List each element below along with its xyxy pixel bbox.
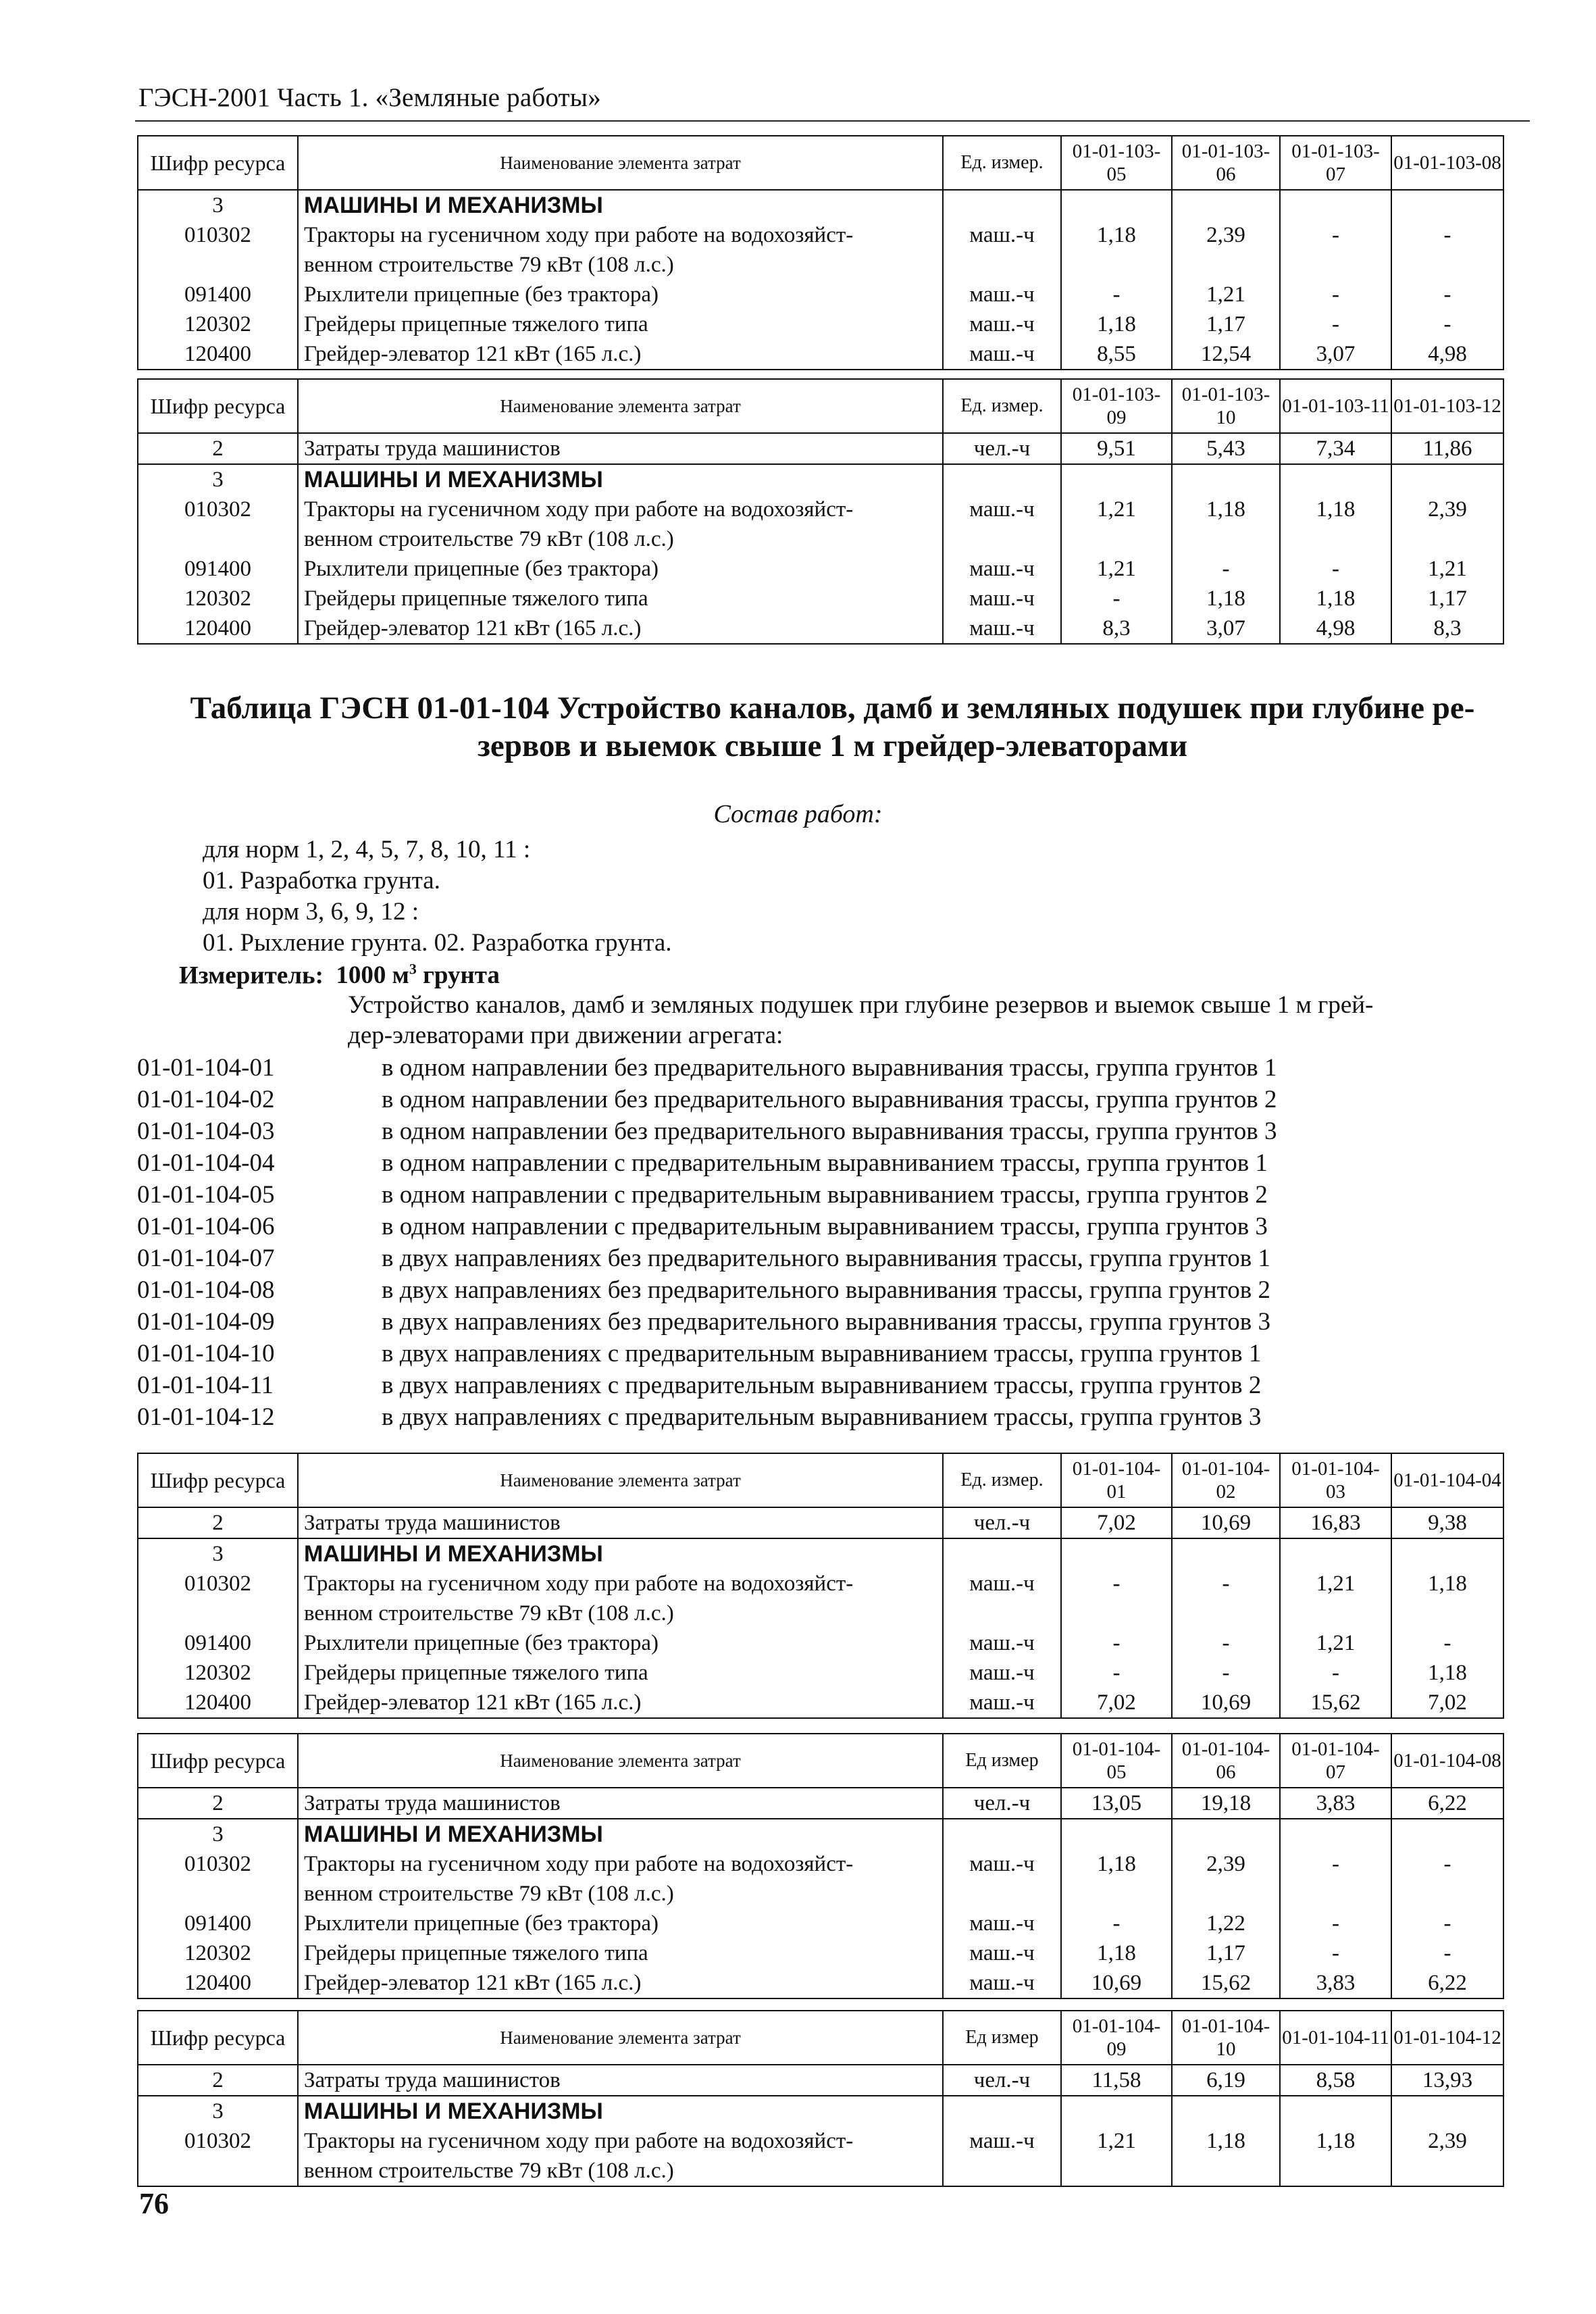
cell-value: 1,18 xyxy=(1280,495,1391,554)
norm-code: 01-01-104-02 xyxy=(137,1086,275,1113)
cell-value: 1,21 xyxy=(1061,554,1172,584)
cell-value: - xyxy=(1172,1658,1280,1688)
table-row xyxy=(138,339,1503,370)
cell-value: 6,19 xyxy=(1172,2065,1280,2096)
table-row xyxy=(138,1819,1503,1849)
cell-value: 1,21 xyxy=(1061,2126,1172,2186)
cell-value: - xyxy=(1061,1569,1172,1628)
table-row xyxy=(138,220,1503,280)
resource-unit: маш.-ч xyxy=(943,1909,1061,1938)
running-header: ГЭСН-2001 Часть 1. «Земляные работы» xyxy=(138,83,601,112)
norm-code: 01-01-104-06 xyxy=(137,1213,275,1240)
cell-value: 11,86 xyxy=(1391,433,1503,464)
resource-name: МАШИНЫ И МЕХАНИЗМЫ xyxy=(298,1538,943,1569)
list-item xyxy=(137,1211,1277,1242)
header-norm: 01-01-103-10 xyxy=(1172,379,1280,433)
resource-code: 2 xyxy=(138,433,298,464)
norm-code: 01-01-104-01 xyxy=(137,1054,275,1082)
norm-text: в одном направлении без предварительного выравнивания трассы, группа грунтов 3 xyxy=(382,1117,1277,1145)
cell-value: - xyxy=(1391,1628,1503,1658)
resource-code: 3 xyxy=(138,190,298,220)
norm-code: 01-01-104-10 xyxy=(137,1340,275,1367)
list-item xyxy=(137,1338,1277,1369)
header-norm: 01-01-104-06 xyxy=(1172,1734,1280,1788)
cell-value: 7,34 xyxy=(1280,433,1391,464)
cell-value: - xyxy=(1280,1909,1391,1938)
resource-code: 3 xyxy=(138,1819,298,1849)
cell-value: 1,18 xyxy=(1172,584,1280,613)
work-description: Устройство каналов, дамб и земляных подушек при глубине резервов и выемок свыше 1 м грей- дер-элеваторами при движении агрегата: xyxy=(348,991,1374,1049)
table-row xyxy=(138,2096,1503,2126)
table-row xyxy=(138,1938,1503,1968)
cell-value: 13,05 xyxy=(1061,1788,1172,1819)
header-name: Наименование элемента затрат xyxy=(298,136,943,190)
cell-value: - xyxy=(1280,280,1391,309)
list-item xyxy=(137,1147,1277,1179)
list-item xyxy=(137,1115,1277,1147)
cell-value: - xyxy=(1172,554,1280,584)
resource-code: 120302 xyxy=(138,1658,298,1688)
header-unit: Ед измер xyxy=(943,2011,1061,2065)
cell-value: - xyxy=(1172,1569,1280,1628)
resource-unit: маш.-ч xyxy=(943,584,1061,613)
resource-unit: маш.-ч xyxy=(943,1628,1061,1658)
cell-value: 12,54 xyxy=(1172,339,1280,370)
cell-value: - xyxy=(1061,1909,1172,1938)
resource-name: Грейдеры прицепные тяжелого типа xyxy=(298,584,943,613)
norms-line: для норм 3, 6, 9, 12 : xyxy=(203,898,419,926)
table-row xyxy=(138,2065,1503,2096)
header-norm: 01-01-104-12 xyxy=(1391,2011,1503,2065)
header-norm: 01-01-104-09 xyxy=(1061,2011,1172,2065)
resource-code: 120400 xyxy=(138,613,298,644)
cell-value: 7,02 xyxy=(1061,1507,1172,1538)
table-row xyxy=(138,1688,1503,1718)
cell-value: 1,21 xyxy=(1172,280,1280,309)
cell-value: 9,51 xyxy=(1061,433,1172,464)
header-unit: Ед. измер. xyxy=(943,379,1061,433)
header-norm: 01-01-104-01 xyxy=(1061,1453,1172,1507)
norm-text: в одном направлении с предварительным выравниванием трассы, группа грунтов 3 xyxy=(382,1213,1268,1240)
norm-text: в двух направлениях с предварительным выравниванием трассы, группа грунтов 2 xyxy=(382,1372,1262,1399)
cell-value: 4,98 xyxy=(1391,339,1503,370)
norm-text: в двух направлениях без предварительного выравнивания трассы, группа грунтов 3 xyxy=(382,1308,1270,1336)
resource-name: Грейдер-элеватор 121 кВт (165 л.с.) xyxy=(298,1688,943,1718)
cell-value: 10,69 xyxy=(1172,1688,1280,1718)
header-norm: 01-01-103-11 xyxy=(1280,379,1391,433)
resource-code: 2 xyxy=(138,2065,298,2096)
table-row xyxy=(138,584,1503,613)
norm-code-list xyxy=(137,1052,1277,1433)
cell-value: - xyxy=(1280,1938,1391,1968)
resource-table-104-05-08 xyxy=(137,1733,1504,1999)
cell-value: 3,07 xyxy=(1280,339,1391,370)
resource-name: Тракторы на гусеничном ходу при работе на водохозяйст- венном строительстве 79 кВт (108 л.с.) xyxy=(298,220,943,280)
resource-name: МАШИНЫ И МЕХАНИЗМЫ xyxy=(298,464,943,495)
norm-code: 01-01-104-04 xyxy=(137,1149,275,1177)
resource-code: 120302 xyxy=(138,584,298,613)
cell-value: 1,17 xyxy=(1172,309,1280,339)
header-norm: 01-01-103-06 xyxy=(1172,136,1280,190)
cell-value: 3,83 xyxy=(1280,1788,1391,1819)
header-norm: 01-01-104-05 xyxy=(1061,1734,1172,1788)
cell-value: 3,83 xyxy=(1280,1968,1391,1998)
cell-value: 1,17 xyxy=(1391,584,1503,613)
norm-text: в двух направлениях с предварительным выравниванием трассы, группа грунтов 1 xyxy=(382,1340,1262,1367)
norm-code: 01-01-104-08 xyxy=(137,1276,275,1304)
measure-line xyxy=(179,961,500,990)
cell-value: 2,39 xyxy=(1172,1849,1280,1909)
norm-text: в одном направлении с предварительным выравниванием трассы, группа грунтов 1 xyxy=(382,1149,1268,1177)
cell-value: 15,62 xyxy=(1172,1968,1280,1998)
table-row xyxy=(138,433,1503,464)
resource-code: 120302 xyxy=(138,1938,298,1968)
resource-code: 010302 xyxy=(138,220,298,280)
resource-code: 3 xyxy=(138,464,298,495)
resource-table-103-09-12 xyxy=(137,378,1504,645)
cell-value: 1,21 xyxy=(1391,554,1503,584)
resource-name: Затраты труда машинистов xyxy=(298,433,943,464)
cell-value: 15,62 xyxy=(1280,1688,1391,1718)
resource-unit: чел.-ч xyxy=(943,1507,1061,1538)
resource-unit: маш.-ч xyxy=(943,554,1061,584)
cell-value: 13,93 xyxy=(1391,2065,1503,2096)
table-row xyxy=(138,495,1503,554)
resource-code: 091400 xyxy=(138,1909,298,1938)
cell-value: - xyxy=(1172,1628,1280,1658)
resource-name: Затраты труда машинистов xyxy=(298,1788,943,1819)
cell-value: 2,39 xyxy=(1391,495,1503,554)
cell-value: 8,3 xyxy=(1391,613,1503,644)
resource-code: 010302 xyxy=(138,2126,298,2186)
resource-name: МАШИНЫ И МЕХАНИЗМЫ xyxy=(298,2096,943,2126)
cell-value: - xyxy=(1280,554,1391,584)
resource-unit: чел.-ч xyxy=(943,2065,1061,2096)
resource-name: МАШИНЫ И МЕХАНИЗМЫ xyxy=(298,1819,943,1849)
cell-value: - xyxy=(1061,1628,1172,1658)
table-row xyxy=(138,280,1503,309)
cell-value: 1,18 xyxy=(1061,1849,1172,1909)
table-row xyxy=(138,1538,1503,1569)
header-unit: Ед. измер. xyxy=(943,1453,1061,1507)
header-norm: 01-01-104-03 xyxy=(1280,1453,1391,1507)
norm-text: в одном направлении без предварительного выравнивания трассы, группа грунтов 2 xyxy=(382,1086,1277,1113)
cell-value: 1,22 xyxy=(1172,1909,1280,1938)
cell-value: 1,18 xyxy=(1391,1569,1503,1628)
resource-name: Грейдер-элеватор 121 кВт (165 л.с.) xyxy=(298,1968,943,1998)
resource-code: 091400 xyxy=(138,280,298,309)
resource-name: Тракторы на гусеничном ходу при работе на водохозяйст- венном строительстве 79 кВт (108 л.с.) xyxy=(298,1849,943,1909)
cell-value: 6,22 xyxy=(1391,1788,1503,1819)
resource-unit: маш.-ч xyxy=(943,1688,1061,1718)
resource-code: 091400 xyxy=(138,1628,298,1658)
resource-name: Грейдеры прицепные тяжелого типа xyxy=(298,309,943,339)
header-rule xyxy=(135,120,1530,122)
list-item xyxy=(137,1052,1277,1084)
resource-name: МАШИНЫ И МЕХАНИЗМЫ xyxy=(298,190,943,220)
table-title: Таблица ГЭСН 01-01-104 Устройство каналов, дамб и земляных подушек при глубине ре- зервов и выемок свыше 1 м грейдер-элеваторами xyxy=(190,690,1475,763)
resource-unit: маш.-ч xyxy=(943,1569,1061,1628)
header-norm: 01-01-103-05 xyxy=(1061,136,1172,190)
resource-name: Грейдер-элеватор 121 кВт (165 л.с.) xyxy=(298,339,943,370)
cell-value: - xyxy=(1391,220,1503,280)
header-name: Наименование элемента затрат xyxy=(298,2011,943,2065)
resource-code: 010302 xyxy=(138,1569,298,1628)
resource-table-103-05-08 xyxy=(137,135,1504,370)
table-row xyxy=(138,1788,1503,1819)
cell-value: - xyxy=(1391,1909,1503,1938)
resource-unit: маш.-ч xyxy=(943,280,1061,309)
cell-value: 1,21 xyxy=(1280,1569,1391,1628)
operations-line: 01. Разработка грунта. xyxy=(203,867,440,895)
cell-value: 10,69 xyxy=(1061,1968,1172,1998)
resource-name: Рыхлители прицепные (без трактора) xyxy=(298,554,943,584)
header-norm: 01-01-104-04 xyxy=(1391,1453,1503,1507)
cell-value: 1,18 xyxy=(1391,1658,1503,1688)
cell-value: 8,3 xyxy=(1061,613,1172,644)
resource-unit: маш.-ч xyxy=(943,1849,1061,1909)
header-norm: 01-01-104-10 xyxy=(1172,2011,1280,2065)
cell-value: 2,39 xyxy=(1391,2126,1503,2186)
cell-value: 8,55 xyxy=(1061,339,1172,370)
header-name: Наименование элемента затрат xyxy=(298,1734,943,1788)
header-norm: 01-01-103-08 xyxy=(1391,136,1503,190)
cell-value: 7,02 xyxy=(1061,1688,1172,1718)
table-row xyxy=(138,1849,1503,1909)
resource-code: 3 xyxy=(138,1538,298,1569)
resource-name: Затраты труда машинистов xyxy=(298,1507,943,1538)
resource-name: Грейдеры прицепные тяжелого типа xyxy=(298,1938,943,1968)
resource-name: Грейдер-элеватор 121 кВт (165 л.с.) xyxy=(298,613,943,644)
cell-value: - xyxy=(1391,280,1503,309)
table-row xyxy=(138,1507,1503,1538)
norms-line: для норм 1, 2, 4, 5, 7, 8, 10, 11 : xyxy=(203,836,531,863)
resource-unit: маш.-ч xyxy=(943,220,1061,280)
resource-name: Рыхлители прицепные (без трактора) xyxy=(298,1628,943,1658)
cell-value: - xyxy=(1061,584,1172,613)
resource-table-104-09-12 xyxy=(137,2010,1504,2187)
cell-value: 1,17 xyxy=(1172,1938,1280,1968)
cell-value: 9,38 xyxy=(1391,1507,1503,1538)
measure-label: Измеритель: xyxy=(179,961,324,990)
resource-unit: маш.-ч xyxy=(943,1968,1061,1998)
header-norm: 01-01-104-02 xyxy=(1172,1453,1280,1507)
list-item xyxy=(137,1179,1277,1211)
resource-unit: маш.-ч xyxy=(943,309,1061,339)
header-code: Шифр ресурса xyxy=(138,1734,298,1788)
header-name: Наименование элемента затрат xyxy=(298,379,943,433)
norm-code: 01-01-104-05 xyxy=(137,1181,275,1209)
header-code: Шифр ресурса xyxy=(138,1453,298,1507)
resource-unit: маш.-ч xyxy=(943,339,1061,370)
resource-code: 120302 xyxy=(138,309,298,339)
list-item xyxy=(137,1369,1277,1401)
cell-value: 6,22 xyxy=(1391,1968,1503,1998)
norm-code: 01-01-104-11 xyxy=(137,1372,274,1399)
resource-name: Тракторы на гусеничном ходу при работе на водохозяйст- венном строительстве 79 кВт (108 л.с.) xyxy=(298,1569,943,1628)
cell-value: - xyxy=(1391,1849,1503,1909)
cell-value: 11,58 xyxy=(1061,2065,1172,2096)
resource-code: 120400 xyxy=(138,1688,298,1718)
cell-value: - xyxy=(1061,1658,1172,1688)
cell-value: 7,02 xyxy=(1391,1688,1503,1718)
table-row xyxy=(138,613,1503,644)
norm-text: в одном направлении с предварительным выравниванием трассы, группа грунтов 2 xyxy=(382,1181,1268,1209)
norm-code: 01-01-104-09 xyxy=(137,1308,275,1336)
table-row xyxy=(138,464,1503,495)
table-row xyxy=(138,2126,1503,2186)
resource-unit: маш.-ч xyxy=(943,495,1061,554)
resource-unit: чел.-ч xyxy=(943,433,1061,464)
cell-value: 2,39 xyxy=(1172,220,1280,280)
cell-value: 1,18 xyxy=(1061,220,1172,280)
page-number: 76 xyxy=(139,2187,169,2220)
header-norm: 01-01-104-07 xyxy=(1280,1734,1391,1788)
table-row xyxy=(138,1628,1503,1658)
list-item xyxy=(137,1401,1277,1433)
cell-value: 1,18 xyxy=(1172,495,1280,554)
cell-value: 1,18 xyxy=(1280,2126,1391,2186)
cell-value: - xyxy=(1280,220,1391,280)
resource-name: Тракторы на гусеничном ходу при работе на водохозяйст- венном строительстве 79 кВт (108 л.с.) xyxy=(298,2126,943,2186)
resource-code: 2 xyxy=(138,1507,298,1538)
table-row xyxy=(138,1658,1503,1688)
measure-value: 1000 $м^3$ грунта xyxy=(336,961,500,990)
resource-code: 010302 xyxy=(138,495,298,554)
cell-value: - xyxy=(1280,1658,1391,1688)
header-norm: 01-01-103-12 xyxy=(1391,379,1503,433)
norm-code: 01-01-104-07 xyxy=(137,1244,275,1272)
cell-value: - xyxy=(1280,309,1391,339)
header-unit: Ед. измер. xyxy=(943,136,1061,190)
cell-value: 1,18 xyxy=(1172,2126,1280,2186)
resource-unit: маш.-ч xyxy=(943,1658,1061,1688)
norm-text: в двух направлениях без предварительного выравнивания трассы, группа грунтов 1 xyxy=(382,1244,1270,1272)
norm-code: 01-01-104-12 xyxy=(137,1403,275,1431)
list-item xyxy=(137,1242,1277,1274)
norm-code: 01-01-104-03 xyxy=(137,1117,275,1145)
cell-value: - xyxy=(1391,1938,1503,1968)
header-unit: Ед измер xyxy=(943,1734,1061,1788)
resource-unit: чел.-ч xyxy=(943,1788,1061,1819)
cell-value: 16,83 xyxy=(1280,1507,1391,1538)
resource-name: Рыхлители прицепные (без трактора) xyxy=(298,1909,943,1938)
table-row xyxy=(138,1569,1503,1628)
header-norm: 01-01-103-07 xyxy=(1280,136,1391,190)
norm-text: в одном направлении без предварительного выравнивания трассы, группа грунтов 1 xyxy=(382,1054,1277,1082)
header-norm: 01-01-104-11 xyxy=(1280,2011,1391,2065)
cell-value: - xyxy=(1061,280,1172,309)
cell-value: 4,98 xyxy=(1280,613,1391,644)
table-row xyxy=(138,1909,1503,1938)
resource-name: Рыхлители прицепные (без трактора) xyxy=(298,280,943,309)
norm-text: в двух направлениях с предварительным выравниванием трассы, группа грунтов 3 xyxy=(382,1403,1262,1431)
table-row xyxy=(138,554,1503,584)
composition-heading: Состав работ: xyxy=(713,800,883,828)
resource-name: Тракторы на гусеничном ходу при работе на водохозяйст- венном строительстве 79 кВт (108 л.с.) xyxy=(298,495,943,554)
table-row xyxy=(138,1968,1503,1998)
cell-value: - xyxy=(1391,309,1503,339)
cell-value: 8,58 xyxy=(1280,2065,1391,2096)
header-norm: 01-01-104-08 xyxy=(1391,1734,1503,1788)
cell-value: 19,18 xyxy=(1172,1788,1280,1819)
resource-code: 120400 xyxy=(138,339,298,370)
resource-code: 010302 xyxy=(138,1849,298,1909)
cell-value: 1,18 xyxy=(1280,584,1391,613)
table-row xyxy=(138,309,1503,339)
resource-name: Грейдеры прицепные тяжелого типа xyxy=(298,1658,943,1688)
cell-value: 1,18 xyxy=(1061,1938,1172,1968)
list-item xyxy=(137,1084,1277,1115)
operations-line: 01. Рыхление грунта. 02. Разработка грунта. xyxy=(203,929,672,957)
header-code: Шифр ресурса xyxy=(138,379,298,433)
resource-unit: маш.-ч xyxy=(943,1938,1061,1968)
resource-code: 2 xyxy=(138,1788,298,1819)
cell-value: 1,18 xyxy=(1061,309,1172,339)
cell-value: 1,21 xyxy=(1061,495,1172,554)
resource-unit: маш.-ч xyxy=(943,613,1061,644)
resource-table-104-01-04 xyxy=(137,1453,1504,1719)
norm-text: в двух направлениях без предварительного выравнивания трассы, группа грунтов 2 xyxy=(382,1276,1270,1304)
resource-code: 120400 xyxy=(138,1968,298,1998)
cell-value: 10,69 xyxy=(1172,1507,1280,1538)
resource-code: 3 xyxy=(138,2096,298,2126)
cell-value: - xyxy=(1280,1849,1391,1909)
cell-value: 5,43 xyxy=(1172,433,1280,464)
table-row xyxy=(138,190,1503,220)
header-code: Шифр ресурса xyxy=(138,2011,298,2065)
list-item xyxy=(137,1274,1277,1306)
list-item xyxy=(137,1306,1277,1338)
header-code: Шифр ресурса xyxy=(138,136,298,190)
resource-unit: маш.-ч xyxy=(943,2126,1061,2186)
header-name: Наименование элемента затрат xyxy=(298,1453,943,1507)
resource-code: 091400 xyxy=(138,554,298,584)
resource-name: Затраты труда машинистов xyxy=(298,2065,943,2096)
cell-value: 1,21 xyxy=(1280,1628,1391,1658)
cell-value: 3,07 xyxy=(1172,613,1280,644)
header-norm: 01-01-103-09 xyxy=(1061,379,1172,433)
